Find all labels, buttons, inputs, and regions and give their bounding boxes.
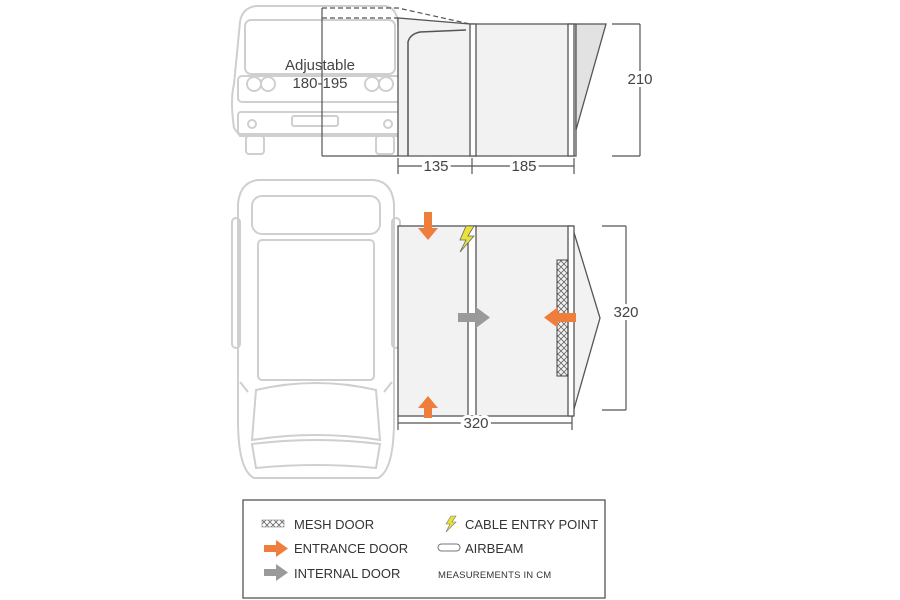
plan-depth-label: 320 bbox=[463, 415, 489, 432]
awning-side-profile bbox=[398, 18, 606, 156]
legend-mesh-door: MESH DOOR bbox=[294, 517, 375, 532]
mesh-door-icon bbox=[262, 520, 284, 527]
airbeam-icon bbox=[438, 544, 460, 551]
height-label: 210 bbox=[627, 71, 653, 88]
depth-rear-label: 185 bbox=[511, 158, 537, 175]
legend-internal-door: INTERNAL DOOR bbox=[294, 566, 401, 581]
vehicle-height-label-line1: Adjustable bbox=[284, 57, 356, 74]
vehicle-height-label-line2: 180-195 bbox=[292, 75, 348, 92]
legend-airbeam: AIRBEAM bbox=[465, 541, 524, 556]
legend-entrance-door: ENTRANCE DOOR bbox=[294, 541, 409, 556]
van-top-view bbox=[232, 180, 400, 478]
depth-front-label: 135 bbox=[423, 158, 449, 175]
legend-units-note: MEASUREMENTS IN CM bbox=[438, 570, 552, 581]
plan-width-label: 320 bbox=[613, 304, 639, 321]
legend-cable-entry: CABLE ENTRY POINT bbox=[465, 517, 599, 532]
height-dimension bbox=[612, 24, 640, 156]
